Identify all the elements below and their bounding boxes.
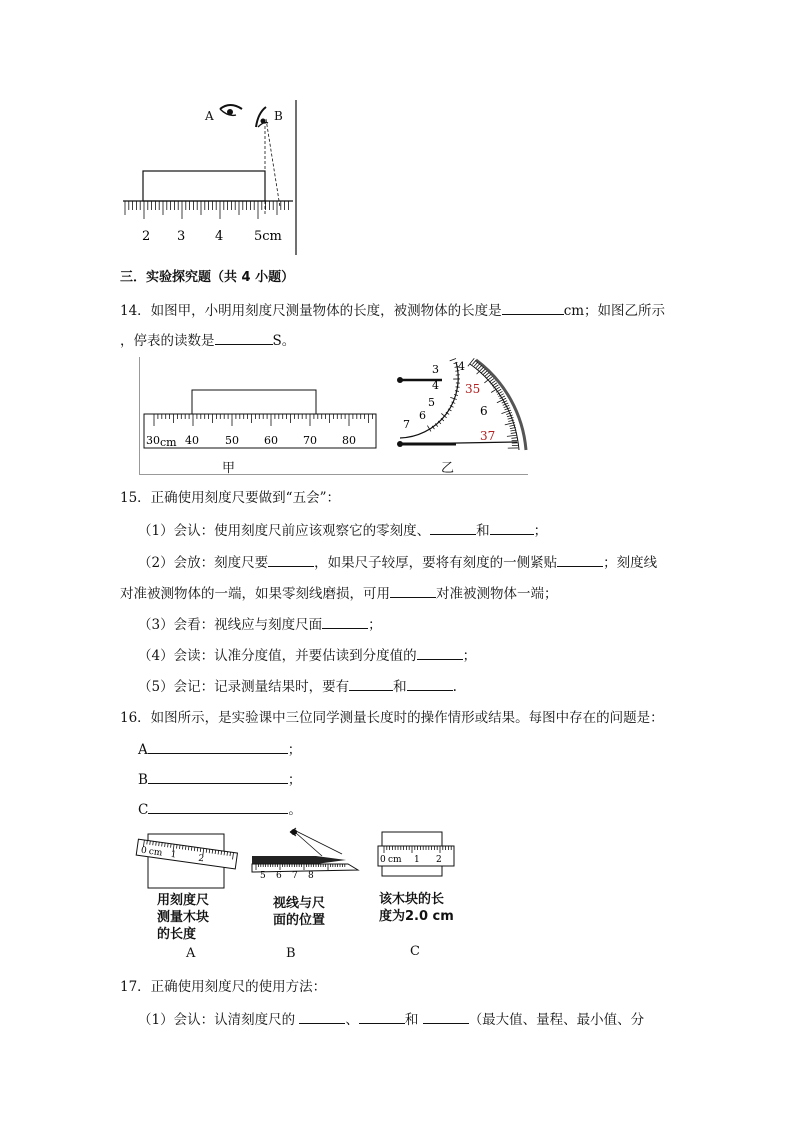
figure-a-caption: 用刻度尺 测量木块 的长度: [157, 893, 210, 942]
answer-blank: [407, 677, 453, 691]
answer-blank: [430, 521, 476, 535]
dial-number: 5: [428, 396, 435, 409]
q15-line2: （2）会放：刻度尺要 ，如果尺子较厚，要将有刻度的一侧紧贴 ；刻度线: [138, 555, 658, 571]
answer-blank: [148, 800, 288, 814]
eye-b-icon: [256, 107, 268, 127]
answer-blank: [390, 584, 436, 598]
answer-blank: [299, 1010, 345, 1024]
figure-a-letter: A: [186, 946, 196, 961]
tick-label: 2: [142, 229, 151, 244]
answer-blank: [557, 553, 603, 567]
unit-label: cm: [160, 436, 177, 449]
figure-b-sight-pencil: [250, 826, 360, 878]
tick-label: cm: [388, 855, 402, 865]
q15-line3: 对准被测物体的一端，如果零刻线磨损，可用 对准被测物体一端；: [120, 586, 558, 602]
q15-line6: （5）会记：记录测量结果时，要有 和 .: [138, 679, 457, 695]
tick-label: 5cm: [254, 229, 282, 244]
dial-number: 35: [465, 382, 481, 396]
figure-a-tilted-ruler: [134, 830, 244, 892]
figure-c-caption: 该木块的长 度为2.0 cm: [379, 892, 454, 924]
q17-title: 17．正确使用刻度尺的使用方法：: [120, 979, 327, 995]
answer-blank: [215, 331, 273, 345]
q14-line1: 14．如图甲，小明用刻度尺测量物体的长度，被测物体的长度是 cm；如图乙所示: [120, 303, 666, 319]
q16-c: C 。: [138, 802, 302, 818]
figure-b-caption: 视线与尺 面的位置: [273, 896, 326, 928]
dial-number: 7: [403, 418, 410, 431]
q15-line5: （4）会读：认准分度值，并要估读到分度值的 ；: [138, 648, 477, 664]
tick-label: 0: [380, 855, 386, 865]
answer-blank: [490, 521, 534, 535]
tick-label: 70: [303, 434, 317, 447]
q16-title: 16．如图所示，是实验课中三位同学测量长度时的操作情形或结果。每图中存在的问题是：: [120, 710, 664, 726]
tick-label: 4: [215, 229, 224, 244]
tick-label: 1: [169, 849, 177, 861]
tick-label: 5: [260, 871, 266, 878]
answer-blank: [417, 646, 463, 660]
dial-number: 6: [419, 409, 426, 422]
tick-label: 40: [185, 434, 199, 447]
ruler-ticks: [125, 201, 288, 219]
answer-blank: [359, 1010, 405, 1024]
tick-label: 0: [140, 845, 148, 857]
tick-label: 30: [146, 434, 160, 447]
tick-label: 2: [197, 853, 205, 865]
tick-label: 50: [225, 434, 239, 447]
label-a: A: [205, 109, 214, 123]
eye-a-icon: [220, 105, 242, 115]
q16-a: A ；: [138, 742, 302, 758]
tick-label: 8: [308, 871, 314, 878]
answer-blank: [349, 677, 393, 691]
q15-title: 15．正确使用刻度尺要做到“五会”：: [120, 490, 340, 506]
tick-label: 6: [276, 871, 282, 878]
tick-label: cm: [148, 846, 163, 859]
figure-c-letter: C: [410, 944, 420, 959]
dial-number: 4: [432, 379, 439, 392]
dial-number: 37: [480, 429, 496, 443]
tick-label: 80: [342, 434, 356, 447]
q15-line1: （1）会认：使用刻度尺前应该观察它的零刻度、 和 ；: [138, 523, 548, 539]
tick-label: 2: [436, 855, 442, 865]
figure-b-letter: B: [286, 946, 296, 961]
caption-yi: 乙: [441, 461, 455, 476]
dial-number: 3: [432, 363, 439, 376]
answer-blank: [423, 1010, 469, 1024]
tick-label: 3: [177, 229, 186, 244]
q15-line4: （3）会看：视线应与刻度尺面 ；: [138, 617, 382, 633]
answer-blank: [502, 301, 564, 315]
dial-number: 6: [480, 404, 488, 418]
section-title: 三．实验探究题（共 4 小题）: [120, 270, 295, 285]
figure-yi-stopwatch: [392, 358, 530, 454]
answer-blank: [148, 770, 288, 784]
q16-b: B ；: [138, 772, 302, 788]
tick-label: 7: [292, 871, 298, 878]
dial-number: 4: [458, 360, 465, 373]
answer-blank: [148, 740, 288, 754]
answer-blank: [268, 553, 314, 567]
tick-label: 60: [264, 434, 278, 447]
figure-c-ruler-block: [376, 830, 456, 880]
answer-blank: [322, 615, 368, 629]
tick-label: 1: [414, 855, 420, 865]
caption-jia: 甲: [222, 461, 236, 476]
q14-line2: ，停表的读数是 S。: [120, 333, 296, 349]
figure-jia-ruler: [140, 380, 380, 452]
label-b: B: [274, 109, 283, 123]
q17-line1: （1）会认：认清刻度尺的 、 和 （最大值、量程、最小值、分: [138, 1012, 645, 1028]
